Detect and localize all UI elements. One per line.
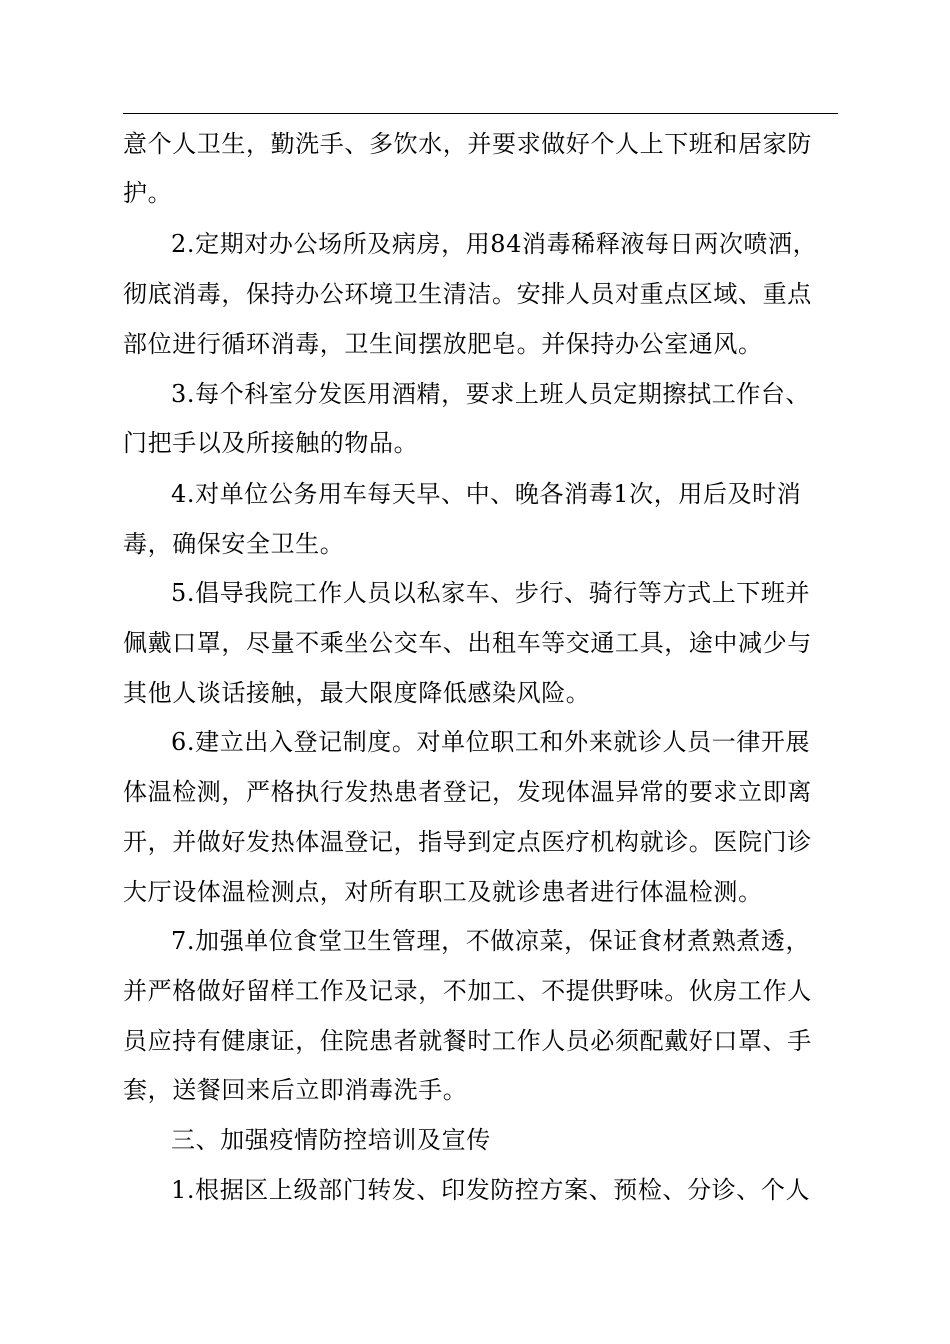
text-line: 开，并做好发热体温登记，指导到定点医疗机构就诊。医院门诊	[123, 828, 812, 856]
text-line: 护。	[123, 179, 173, 207]
header-rule	[123, 113, 838, 114]
text-line: 门把手以及所接触的物品。	[123, 429, 419, 457]
paragraph-1-start: 1.根据区上级部门转发、印发防控方案、预检、分诊、个人	[171, 1176, 811, 1204]
text-line: 部位进行循环消毒，卫生间摆放肥皂。并保持办公室通风。	[123, 330, 763, 358]
text-line: 大厅设体温检测点，对所有职工及就诊患者进行体温检测。	[123, 878, 763, 906]
paragraph-7-start: 7.加强单位食堂卫生管理，不做凉菜，保证食材煮熟煮透，	[171, 927, 811, 955]
text-line: 毒，确保安全卫生。	[123, 530, 345, 558]
text-line: 并严格做好留样工作及记录，不加工、不提供野味。伙房工作人	[123, 977, 812, 1005]
text-line: 体温检测，严格执行发热患者登记，发现体温异常的要求立即离	[123, 778, 812, 806]
section-heading: 三、加强疫情防控培训及宣传	[171, 1126, 491, 1154]
paragraph-3-start: 3.每个科室分发医用酒精，要求上班人员定期擦拭工作台、	[171, 380, 811, 408]
paragraph-6-start: 6.建立出入登记制度。对单位职工和外来就诊人员一律开展	[171, 728, 811, 756]
text-line: 其他人谈话接触，最大限度降低感染风险。	[123, 679, 591, 707]
text-line: 佩戴口罩，尽量不乘坐公交车、出租车等交通工具，途中减少与	[123, 629, 812, 657]
text-line: 套，送餐回来后立即消毒洗手。	[123, 1076, 468, 1104]
paragraph-4-start: 4.对单位公务用车每天早、中、晚各消毒1次，用后及时消	[171, 480, 802, 508]
text-line: 彻底消毒，保持办公环境卫生清洁。安排人员对重点区域、重点	[123, 280, 812, 308]
text-line: 员应持有健康证，住院患者就餐时工作人员必须配戴好口罩、手	[123, 1027, 812, 1055]
paragraph-5-start: 5.倡导我院工作人员以私家车、步行、骑行等方式上下班并	[171, 579, 811, 607]
paragraph-2-start: 2.定期对办公场所及病房，用84消毒稀释液每日两次喷洒，	[171, 230, 818, 258]
text-line: 意个人卫生，勤洗手、多饮水，并要求做好个人上下班和居家防	[123, 130, 812, 158]
